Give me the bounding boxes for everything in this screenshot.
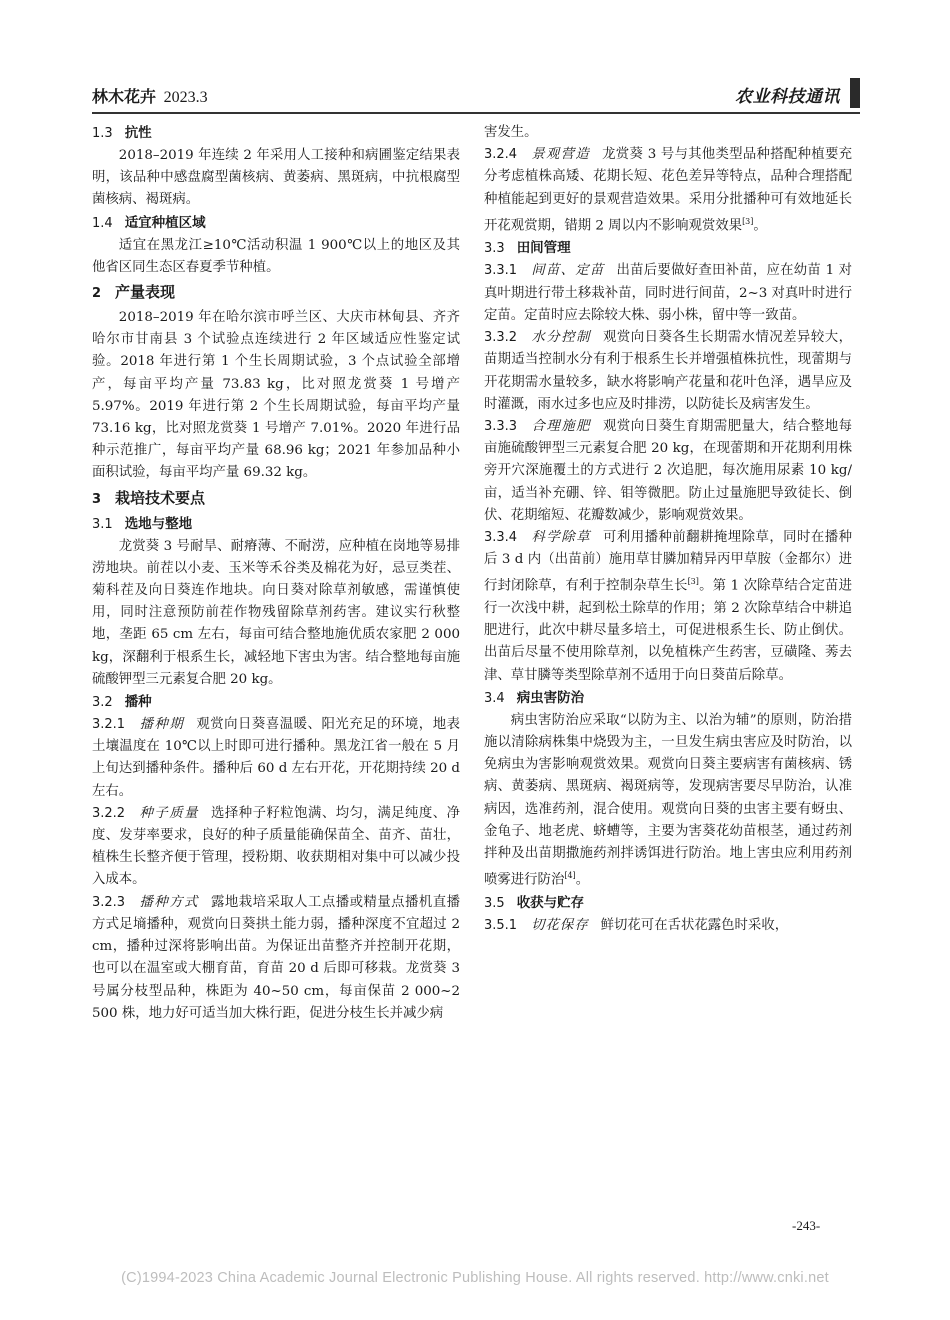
paragraph: 3.5.1 切花保存 鲜切花可在舌状花露色时采收， — [484, 917, 789, 933]
section-heading: 1.4 适宜种植区域 — [92, 214, 206, 231]
citation: [4] — [564, 871, 576, 881]
citation: [3] — [742, 216, 754, 226]
paragraph: 3.3.1 间苗、定苗 出苗后要做好查田补苗，应在幼苗 1 对真叶期进行带土移栽补苗，同时进行间苗，2~3 对真叶时进行定苗。定苗时应去除较大株、弱小株，留中等一致苗。 — [484, 263, 852, 323]
paragraph: 3.3.2 水分控制 观赏向日葵各生长期需水情况差异较大，苗期适当控制水分有利于根系生长并增强植株抗性，现蕾期与开花期需水量较多，缺水将影响产花量和花叶色泽，遇旱应及时灌溉，雨水过多也应及时排涝，以防徒长及病害发生。 — [484, 330, 853, 412]
paragraph: 2018–2019 年连续 2 年采用人工接种和病圃鉴定结果表明，该品种中感盘腐型菌核病、黄萎病、黑斑病，中抗根腐型菌核病、褐斑病。 — [92, 148, 460, 208]
page-number: -243- — [792, 1218, 821, 1233]
header-rule — [92, 112, 860, 114]
paragraph: 3.2.3 播种方式 露地栽培采取人工点播或精量点播机直播方式足墒播种，观赏向日葵拱土能力弱，播种深度不宜超过 2 cm，播种过深将影响出苗。为保证出苗整齐并控制开花期，也可以在温室或大棚育苗，育苗 20 d 后即可移栽。龙赏葵 3 号属分枝型品种，株距为 40~50 cm，每亩保苗 2 000~2 500 株，地力好可适当加大株行距，促进分枝生长并减少病 — [92, 894, 461, 1021]
section-heading: 2 产量表现 — [92, 283, 176, 302]
paragraph: 龙赏葵 3 号耐旱、耐瘠薄、不耐涝，应种植在岗地等易排涝地块。前茬以小麦、玉米等禾谷类及棉花为好，忌豆类茬、菊科茬及向日葵连作地块。向日葵对除草剂敏感，需谨慎使用，同时注意预防前茬作物残留除草剂药害。建议实行秋整地，垄距 65 cm 左右，每亩可结合整地施优质农家肥 2 000 kg，深翻利于根系生长，减轻地下害虫为害。结合整地每亩施硫酸钾型三元素复合肥 20 kg。 — [92, 538, 460, 687]
journal-title: 林木花卉 2023.3 — [92, 87, 208, 106]
section-heading: 3.5 收获与贮存 — [484, 894, 585, 911]
paragraph: 害发生。 — [484, 125, 538, 140]
page-header — [92, 78, 860, 112]
paragraph: 病虫害防治应采取“以防为主、以治为辅”的原则，防治措施以清除病株集中烧毁为主，一旦发生病虫害应及时防治，以免病虫为害影响观赏效果。观赏向日葵主要病害有菌核病、锈病、黄萎病、黑斑病、褐斑病等，发现病害要尽早防治，认准病因，选准药剂，混合使用。观赏向日葵的虫害主要有蚜虫、金龟子、地老虎、蛴螬等，主要为害葵花幼苗根茎，通过药剂拌种及出苗期撒施药剂拌诱饵进行防治。地上害虫应利用药剂喷雾进行防治[4]。 — [484, 712, 852, 888]
section-heading: 3.2 播种 — [92, 694, 152, 711]
journal-logo: 农业科技通讯 — [735, 87, 840, 107]
section-heading: 1.3 抗性 — [92, 125, 152, 141]
copyright-footer: (C)1994-2023 China Academic Journal Electronic Publishing House. All rights reserved. http://www.cnki.net — [121, 1270, 829, 1286]
citation: [3] — [687, 577, 699, 587]
paragraph: 3.2.4 景观营造 龙赏葵 3 号与其他类型品种搭配种植要充分考虑植株高矮、花期长短、花色差异等特点，品种合理搭配种植能起到更好的景观营造效果。采用分批播种可有效地延长开花观赏期，错期 2 周以内不影响观赏效果[3]。 — [484, 147, 853, 234]
paragraph: 2018–2019 年在哈尔滨市呼兰区、大庆市林甸县、齐齐哈尔市甘南县 3 个试验点连续进行 2 年区域适应性鉴定试验。2018 年进行第 1 个生长周期试验，3 个点试验全部增产，每亩平均产量 73.83 kg，比对照龙赏葵 1 号增产 5.97%。2019 年进行第 2 个生长周期试验，每亩平均产量 73.16 kg，比对照龙赏葵 1 号增产 7.01%。2020 年进行品种示范推广，每亩平均产量 68.96 kg；2021 年参加品种小面积试验，每亩平均产量 69.32 kg。 — [92, 310, 460, 481]
paragraph: 3.2.2 种子质量 选择种子籽粒饱满、均匀，满足纯度、净度、发芽率要求，良好的种子质量能确保苗全、苗齐、苗壮，植株生长整齐便于管理，授粉期、收获期相对集中可以减少投入成本。 — [92, 805, 461, 888]
section-heading: 3.4 病虫害防治 — [484, 689, 585, 706]
section-heading: 3.1 选地与整地 — [92, 515, 193, 532]
paragraph: 适宜在黑龙江≥10℃活动积温 1 900℃以上的地区及其他省区同生态区春夏季节种植。 — [92, 237, 460, 275]
paragraph: 3.3.3 合理施肥 观赏向日葵生育期需肥量大，结合整地每亩施硫酸钾型三元素复合肥 20 kg，在现蕾期和开花期利用株旁开穴深施覆土的方式进行 2 次追肥，每次施用尿素 10 kg/亩，适当补充硼、锌、钼等微肥。防止过量施肥导致徒长、倒伏、花期缩短、花瓣数减少，影响观赏效果。 — [484, 418, 853, 523]
left-column — [92, 122, 460, 1025]
section-heading: 3 栽培技术要点 — [92, 488, 206, 507]
paragraph: 3.3.4 科学除草 可利用播种前翻耕掩埋除草，同时在播种后 3 d 内（出苗前）施用草甘膦加精异丙甲草胺（金都尔）进行封闭除草，有利于控制杂草生长[3]。第 1 次除草结合定苗进行一次浅中耕，起到松土除草的作用；第 2 次除草结合中耕追肥进行，此次中耕尽量多培土，可促进根系生长、防止倒伏。出苗后尽量不使用除草剂，以免植株产生药害，豆磺隆、莠去津、草甘膦等类型除草剂不适用于向日葵苗后除草。 — [484, 529, 853, 683]
right-column — [484, 122, 852, 937]
paragraph: 3.2.1 播种期 观赏向日葵喜温暖、阳光充足的环境，地表土壤温度在 10℃以上时即可进行播种。黑龙江省一般在 5 月上旬达到播种条件。播种后 60 d 左右开花，开花期持续 20 d 左右。 — [92, 717, 461, 799]
issue-number: 2023.3 — [163, 89, 208, 106]
header-bar — [850, 78, 860, 108]
section-heading: 3.3 田间管理 — [484, 240, 571, 257]
